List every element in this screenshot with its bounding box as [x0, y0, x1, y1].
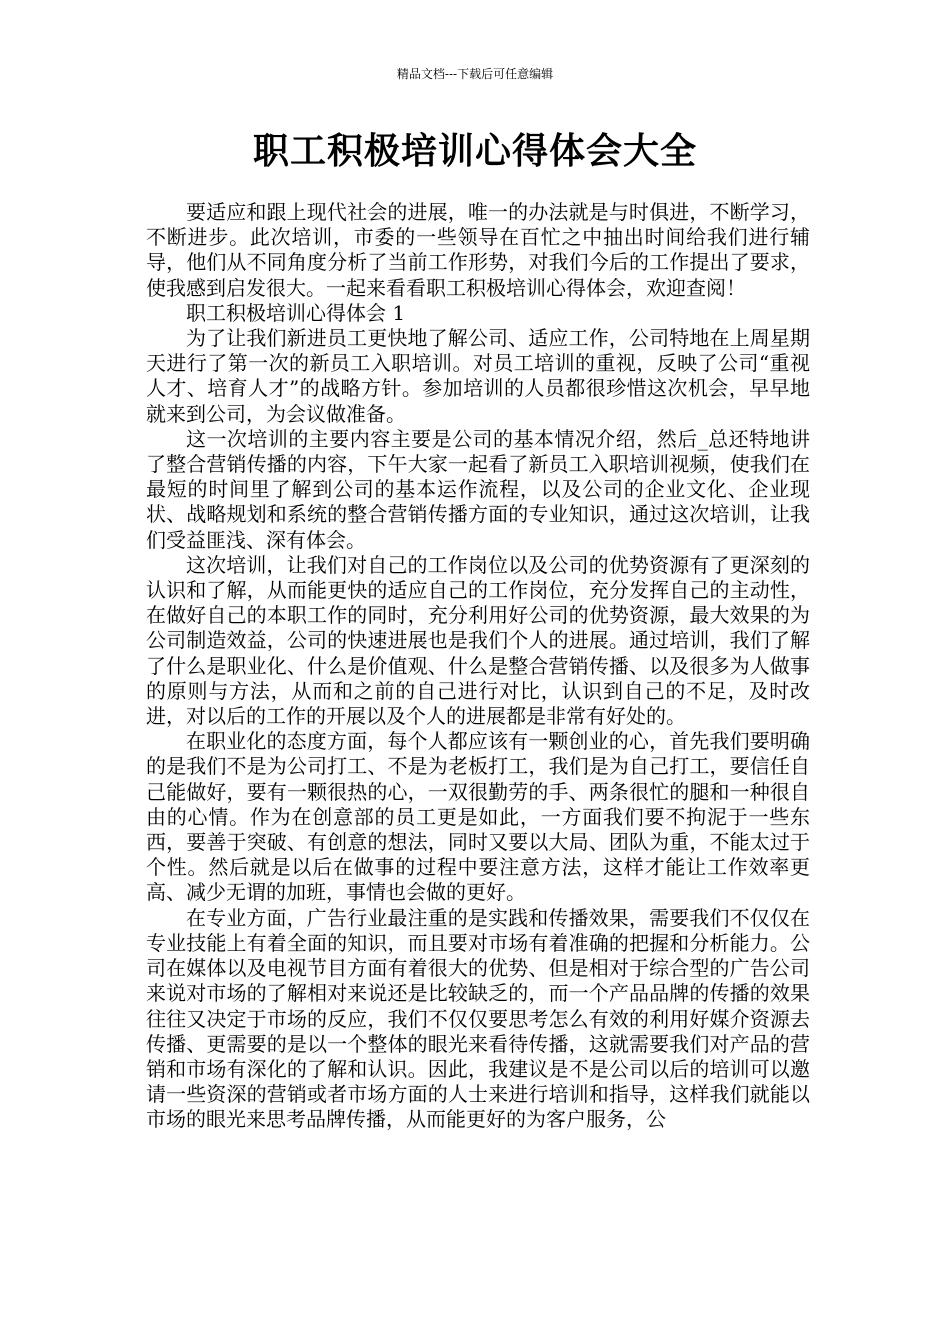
section-heading: 职工积极培训心得体会 1	[186, 300, 406, 325]
document-title: 职工积极培训心得体会大全	[252, 130, 697, 172]
document-body	[146, 200, 810, 1133]
header-note: 精品文档---下载后可任意编辑	[396, 67, 554, 81]
intro-paragraph: 要适应和跟上现代社会的进展，唯一的办法就是与时俱进，不断学习，不断进步。此次培训，市委的一些领导在百忙之中抽出时间给我们进行辅导，他们从不同角度分析了当前工作形势，对我们今后的工作提出了要求，使我感到启发很大。一起来看看职工积极培训心得体会，欢迎查阅！	[146, 200, 810, 300]
body-paragraph: 这一次培训的主要内容主要是公司的基本情况介绍，然后_总还特地讲了整合营销传播的内容，下午大家一起看了新员工入职培训视频，使我们在最短的时间里了解到公司的基本运作流程，以及公司的企业文化、企业现状、战略规划和系统的整合营销传播方面的专业知识，通过这次培训，让我们受益匪浅、深有体会。	[146, 426, 810, 552]
body-paragraph: 这次培训，让我们对自己的工作岗位以及公司的优势资源有了更深刻的认识和了解，从而能更快的适应自己的工作岗位，充分发挥自己的主动性，在做好自己的本职工作的同时，充分利用好公司的优势资源，最大效果的为公司制造效益，公司的快速进展也是我们个人的进展。通过培训，我们了解了什么是职业化、什么是价值观、什么是整合营销传播、以及很多为人做事的原则与方法，从而和之前的自己进行对比，认识到自己的不足，及时改进，对以后的工作的开展以及个人的进展都是非常有好处的。	[146, 552, 810, 729]
body-paragraph: 在职业化的态度方面，每个人都应该有一颗创业的心，首先我们要明确的是我们不是为公司打工、不是为老板打工，我们是为自己打工，要信任自己能做好，要有一颗很热的心，一双很勤劳的手、两条很忙的腿和一种很自由的心情。作为在创意部的员工更是如此，一方面我们要不拘泥于一些东西，要善于突破、有创意的想法，同时又要以大局、团队为重，不能太过于个性。然后就是以后在做事的过程中要注意方法，这样才能让工作效率更高、减少无谓的加班，事情也会做的更好。	[146, 729, 810, 905]
body-paragraph: 在专业方面，广告行业最注重的是实践和传播效果，需要我们不仅仅在专业技能上有着全面的知识，而且要对市场有着准确的把握和分析能力。公司在媒体以及电视节目方面有着很大的优势、但是相对于综合型的广告公司来说对市场的了解相对来说还是比较缺乏的，而一个产品品牌的传播的效果往往又决定于市场的反应，我们不仅仅要思考怎么有效的利用好媒介资源去传播、更需要的是以一个整体的眼光来看待传播，这就需要我们对产品的营销和市场有深化的了解和认识。因此，我建议是不是公司以后的培训可以邀请一些资深的营销或者市场方面的人士来进行培训和指导，这样我们就能以市场的眼光来思考品牌传播，从而能更好的为客户服务，公	[146, 905, 810, 1132]
body-paragraph: 为了让我们新进员工更快地了解公司、适应工作，公司特地在上周星期天进行了第一次的新员工入职培训。对员工培训的重视，反映了公司“重视人才、培育人才”的战略方针。参加培训的人员都很珍惜这次机会，早早地就来到公司，为会议做准备。	[146, 326, 810, 426]
